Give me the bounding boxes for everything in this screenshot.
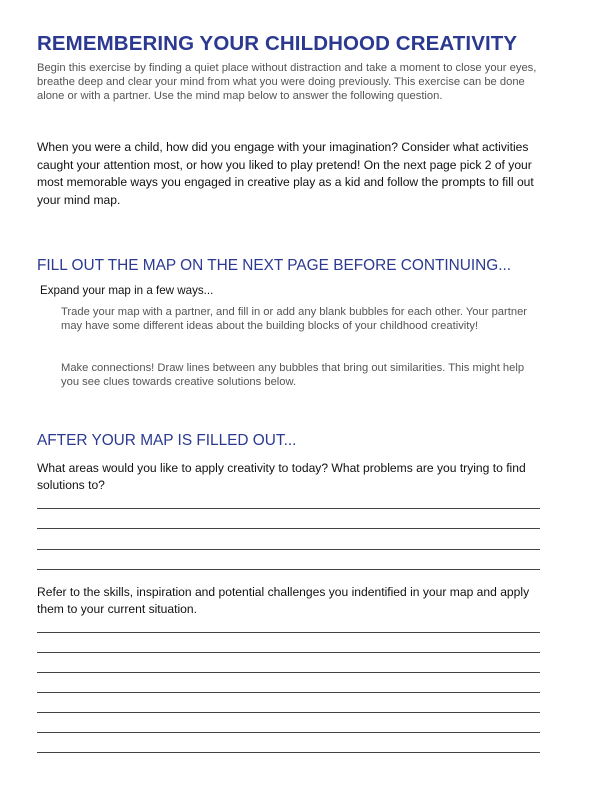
intro-paragraph: Begin this exercise by finding a quiet place without distraction and take a moment to close your eyes, breathe deep and clear your mind from what you were doing previously. This exercise can be done alone or with a partner. Use the mind map below to answer the following question. (37, 62, 537, 102)
expand-map-lead: Expand your map in a few ways... (40, 284, 214, 297)
answer-line[interactable] (37, 732, 540, 733)
fill-out-map-heading: FILL OUT THE MAP ON THE NEXT PAGE BEFORE CONTINUING... (37, 257, 512, 274)
answer-line[interactable] (37, 549, 540, 550)
answer-line[interactable] (37, 569, 540, 570)
worksheet-page (37, 0, 542, 792)
page-title: REMEMBERING YOUR CHILDHOOD CREATIVITY (37, 32, 518, 55)
answer-line[interactable] (37, 712, 540, 713)
answer-line[interactable] (37, 692, 540, 693)
imagination-question: When you were a child, how did you engage with your imagination? Consider what activities caught your attention most, or how you liked to play pretend! On the next page pick 2 of your most memorable ways you engaged in creative play as a kid and follow the prompts to fill out your mind map. (37, 140, 534, 207)
answer-line[interactable] (37, 508, 540, 509)
answer-line[interactable] (37, 752, 540, 753)
answer-line[interactable] (37, 632, 540, 633)
after-map-heading: AFTER YOUR MAP IS FILLED OUT... (37, 432, 297, 449)
answer-line[interactable] (37, 672, 540, 673)
apply-skills-prompt: Refer to the skills, inspiration and potential challenges you indentified in your map and apply them to your current situation. (37, 585, 530, 616)
make-connections-instruction: Make connections! Draw lines between any bubbles that bring out similarities. This might help you see clues towards creative solutions below. (61, 362, 525, 389)
trade-map-instruction: Trade your map with a partner, and fill in or add any blank bubbles for each other. Your partner may have some different ideas about the building blocks of your childhood creativity! (61, 306, 528, 333)
answer-line[interactable] (37, 528, 540, 529)
creativity-areas-prompt: What areas would you like to apply creativity to today? What problems are you trying to find solutions to? (37, 461, 526, 492)
answer-line[interactable] (37, 652, 540, 653)
